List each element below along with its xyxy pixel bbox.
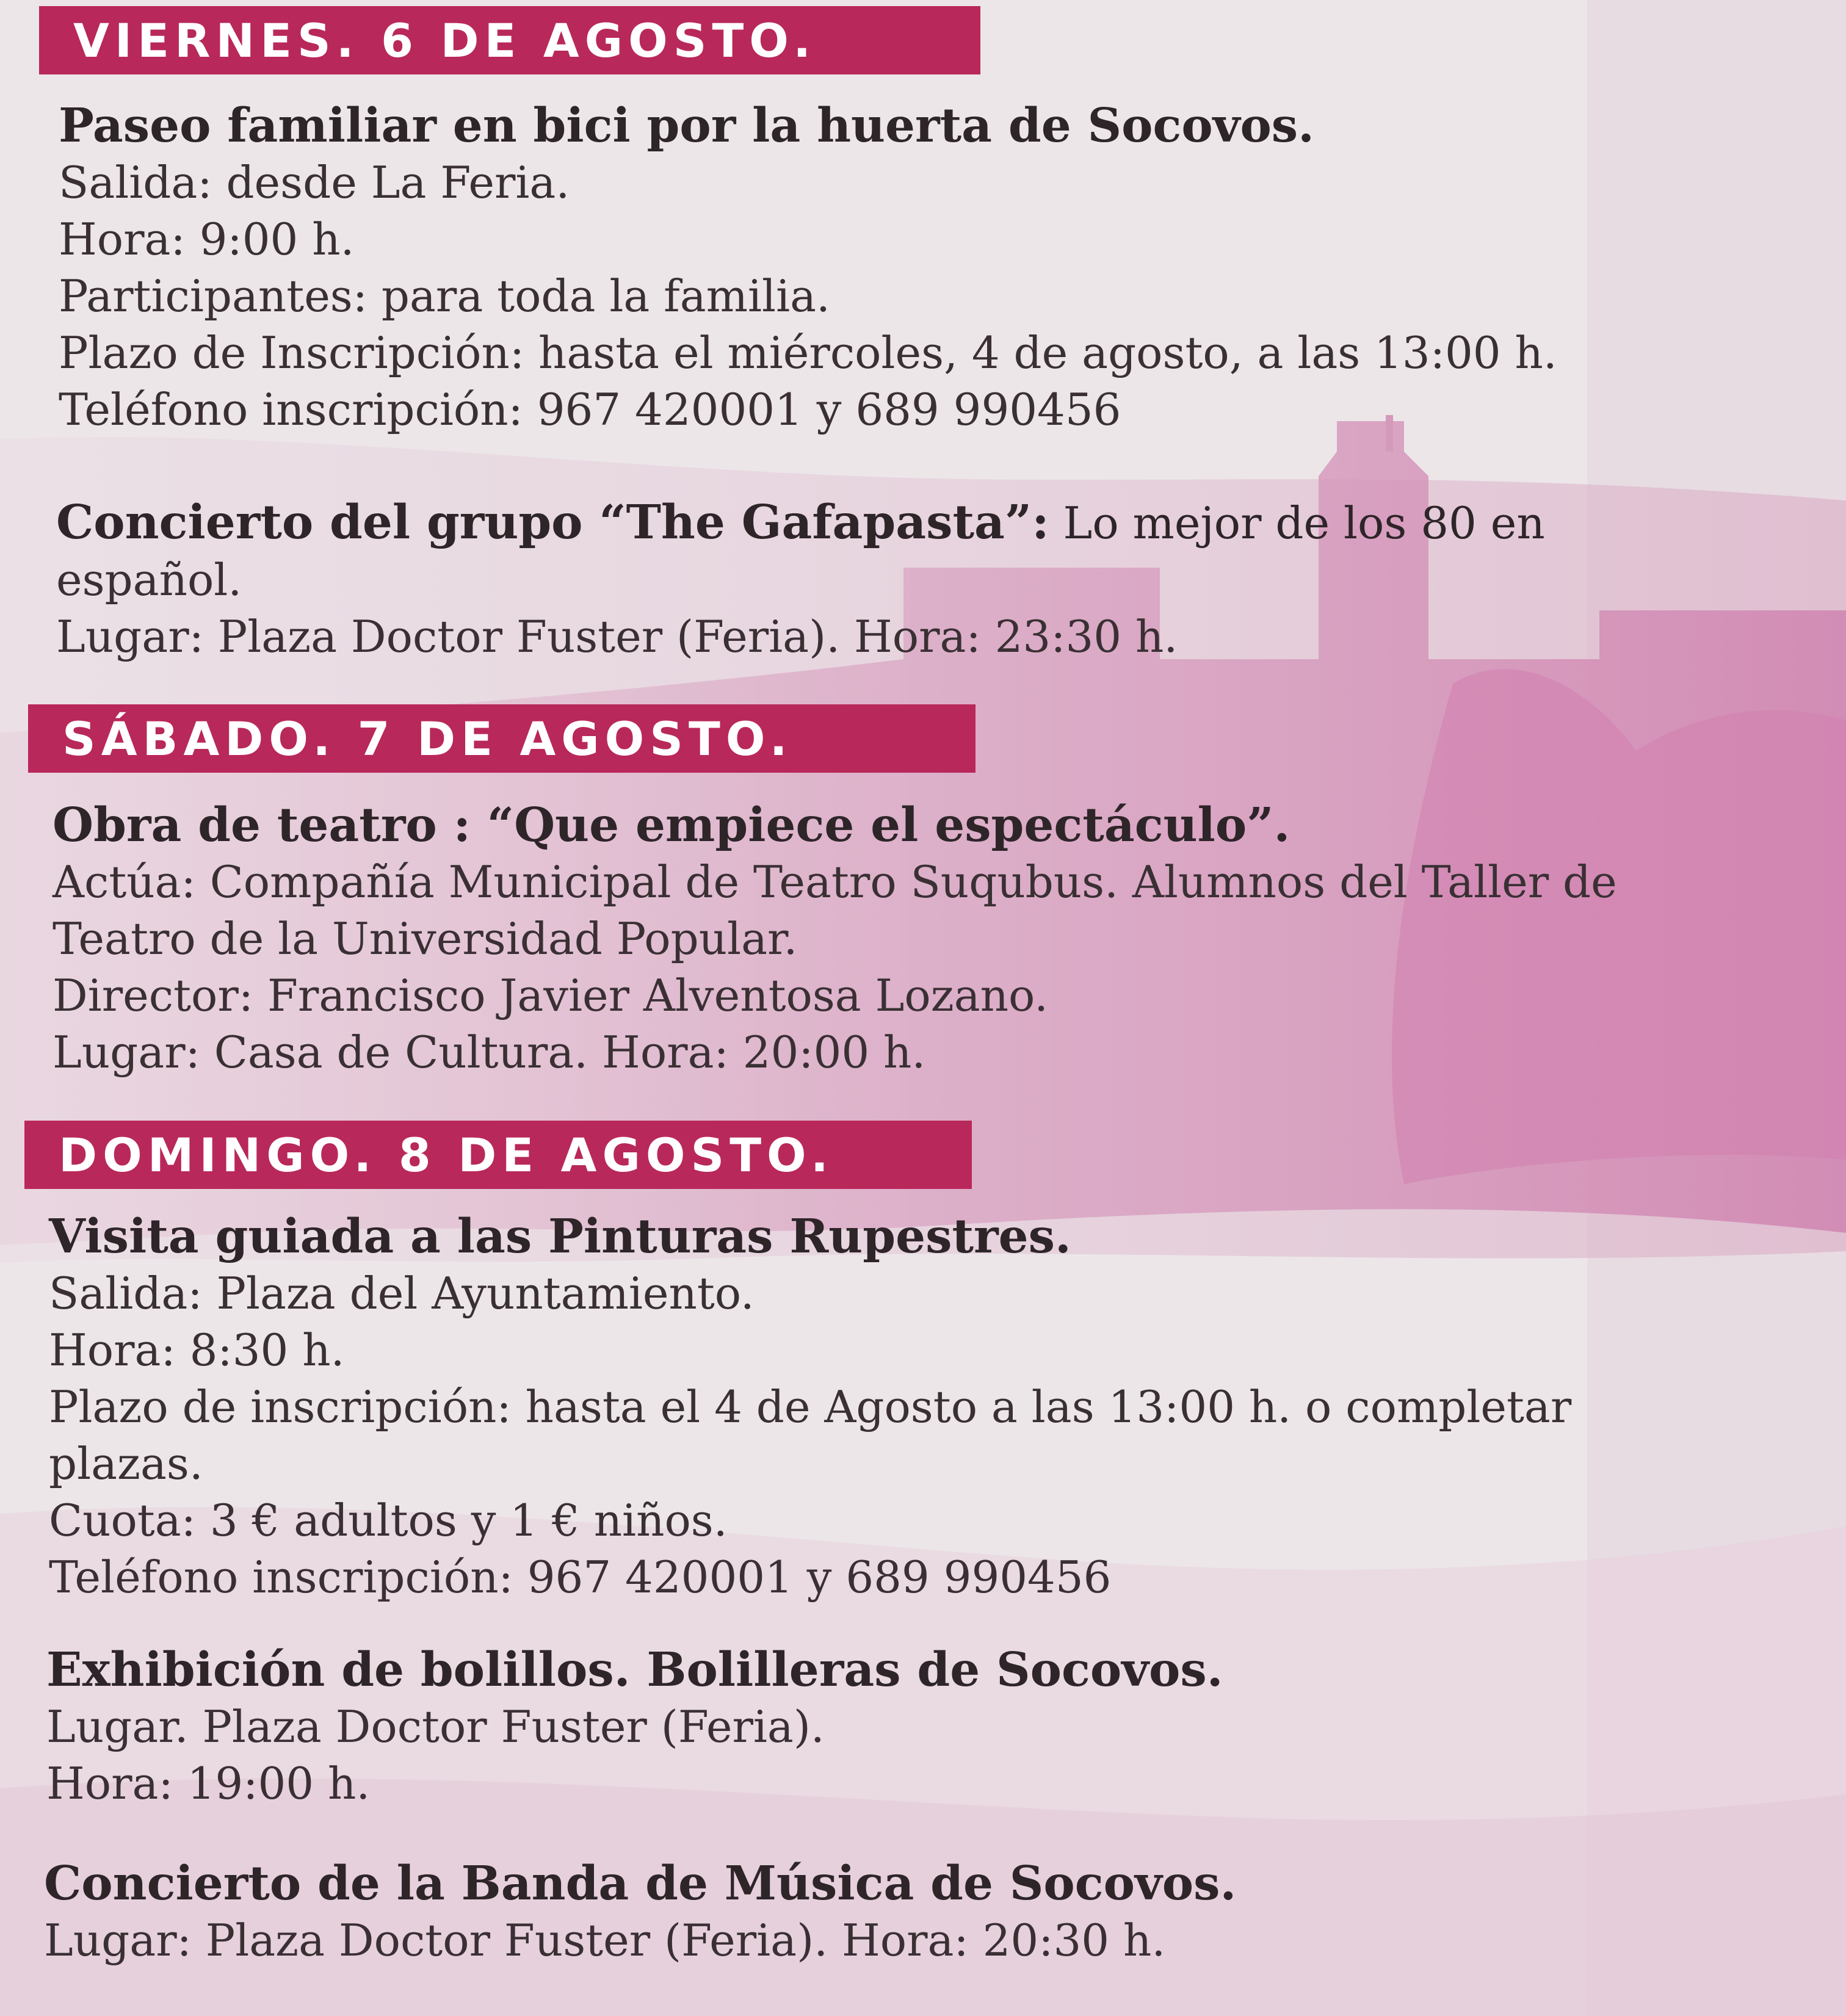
event-detail: Lugar. Plaza Doctor Fuster (Feria). [46,1701,825,1752]
day-header-saturday [28,704,975,773]
day-header-label: SÁBADO. 7 DE AGOSTO. [62,711,793,766]
event-detail: Teatro de la Universidad Popular. [52,913,798,964]
event-bobbin-lace [46,1642,1223,1812]
event-band-concert [44,1855,1236,1969]
event-title: Obra de teatro : “Que empiece el espectáculo”. [52,798,1290,853]
day-header-sunday [24,1121,972,1189]
event-detail: Plazo de inscripción: hasta el 4 de Agosto a las 13:00 h. o completar [49,1381,1572,1433]
event-detail: Teléfono inscripción: 967 420001 y 689 990456 [59,384,1121,435]
event-detail: Lugar: Plaza Doctor Fuster (Feria). Hora: 20:30 h. [44,1915,1166,1966]
event-guided-visit [49,1209,1571,1606]
event-detail: Salida: Plaza del Ayuntamiento. [49,1268,755,1319]
event-detail: Teléfono inscripción: 967 420001 y 689 990456 [49,1552,1112,1603]
event-detail: Actúa: Compañía Municipal de Teatro Suqubus. Alumnos del Taller de [52,856,1617,908]
event-concert-gafapasta [56,494,1545,665]
event-detail: Lugar: Plaza Doctor Fuster (Feria). Hora: 23:30 h. [56,611,1178,662]
event-detail: Participantes: para toda la familia. [59,270,830,322]
day-header-label: VIERNES. 6 DE AGOSTO. [73,13,817,68]
event-detail: Lugar: Casa de Cultura. Hora: 20:00 h. [52,1027,926,1078]
event-title: Visita guiada a las Pinturas Rupestres. [49,1209,1071,1264]
event-theatre [52,797,1617,1081]
event-bike-ride [59,98,1557,438]
event-detail: Salida: desde La Feria. [59,157,570,208]
event-title: Exhibición de bolillos. Bolilleras de Socovos. [46,1642,1223,1697]
event-title: Paseo familiar en bici por la huerta de Socovos. [59,98,1314,153]
event-detail: plazas. [49,1438,203,1489]
event-detail: Hora: 9:00 h. [59,214,355,265]
event-detail: Plazo de Inscripción: hasta el miércoles, 4 de agosto, a las 13:00 h. [59,327,1557,378]
event-detail: Director: Francisco Javier Alventosa Lozano. [52,970,1048,1021]
event-title: Concierto de la Banda de Música de Socovos. [44,1856,1237,1911]
day-header-friday [39,6,980,74]
event-title-suffix: Lo mejor de los 80 en [1049,497,1545,549]
event-detail: Hora: 8:30 h. [49,1324,345,1376]
day-header-label: DOMINGO. 8 DE AGOSTO. [59,1127,834,1182]
event-title: Concierto del grupo “The Gafapasta”: [56,495,1049,550]
event-detail: Cuota: 3 € adultos y 1 € niños. [49,1495,728,1546]
event-detail: Hora: 19:00 h. [46,1758,371,1809]
event-detail: español. [56,554,242,605]
